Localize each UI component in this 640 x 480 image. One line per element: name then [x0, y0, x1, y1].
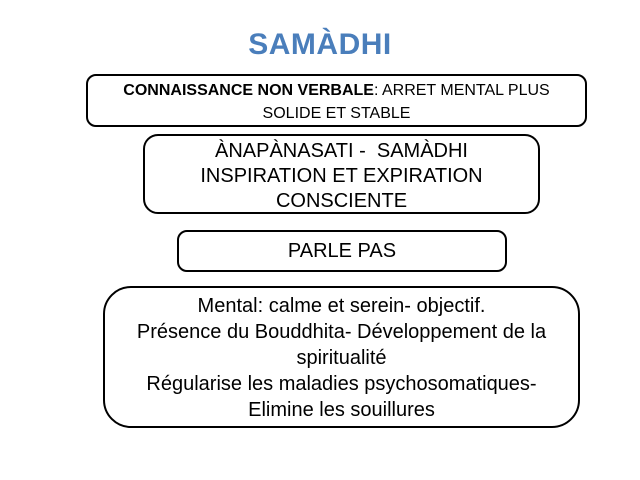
box-parle-pas	[177, 230, 507, 272]
box-text-line: Mental: calme et serein- objectif.	[197, 295, 486, 317]
box-text-line: Présence du Bouddhita- Développement de la	[136, 321, 547, 343]
box-anapanasati-samadhi	[143, 134, 540, 214]
box-text-line: Régularise les maladies psychosomatiques-	[146, 373, 537, 395]
slide-title: SAMÀDHI	[248, 28, 392, 61]
box-text-line: CONSCIENTE	[275, 190, 408, 212]
box-text-line: PARLE PAS	[287, 239, 397, 262]
box-text-lead-rest: : ARRET MENTAL PLUS	[373, 82, 550, 99]
box-text-line: INSPIRATION ET EXPIRATION	[200, 165, 483, 187]
box-mental-bienfaits	[103, 286, 580, 428]
box-text-line: Elimine les souillures	[248, 399, 435, 421]
box-text-line	[88, 79, 585, 102]
box-text-line: SOLIDE ET STABLE	[262, 105, 411, 122]
box-text-line: spiritualité	[296, 347, 387, 369]
box-text-line: ÀNAPÀNASATI - SAMÀDHI	[214, 140, 468, 162]
box-text-bold-lead: CONNAISSANCE NON VERBALE	[123, 82, 374, 99]
box-connaissance-non-verbale	[86, 74, 587, 127]
